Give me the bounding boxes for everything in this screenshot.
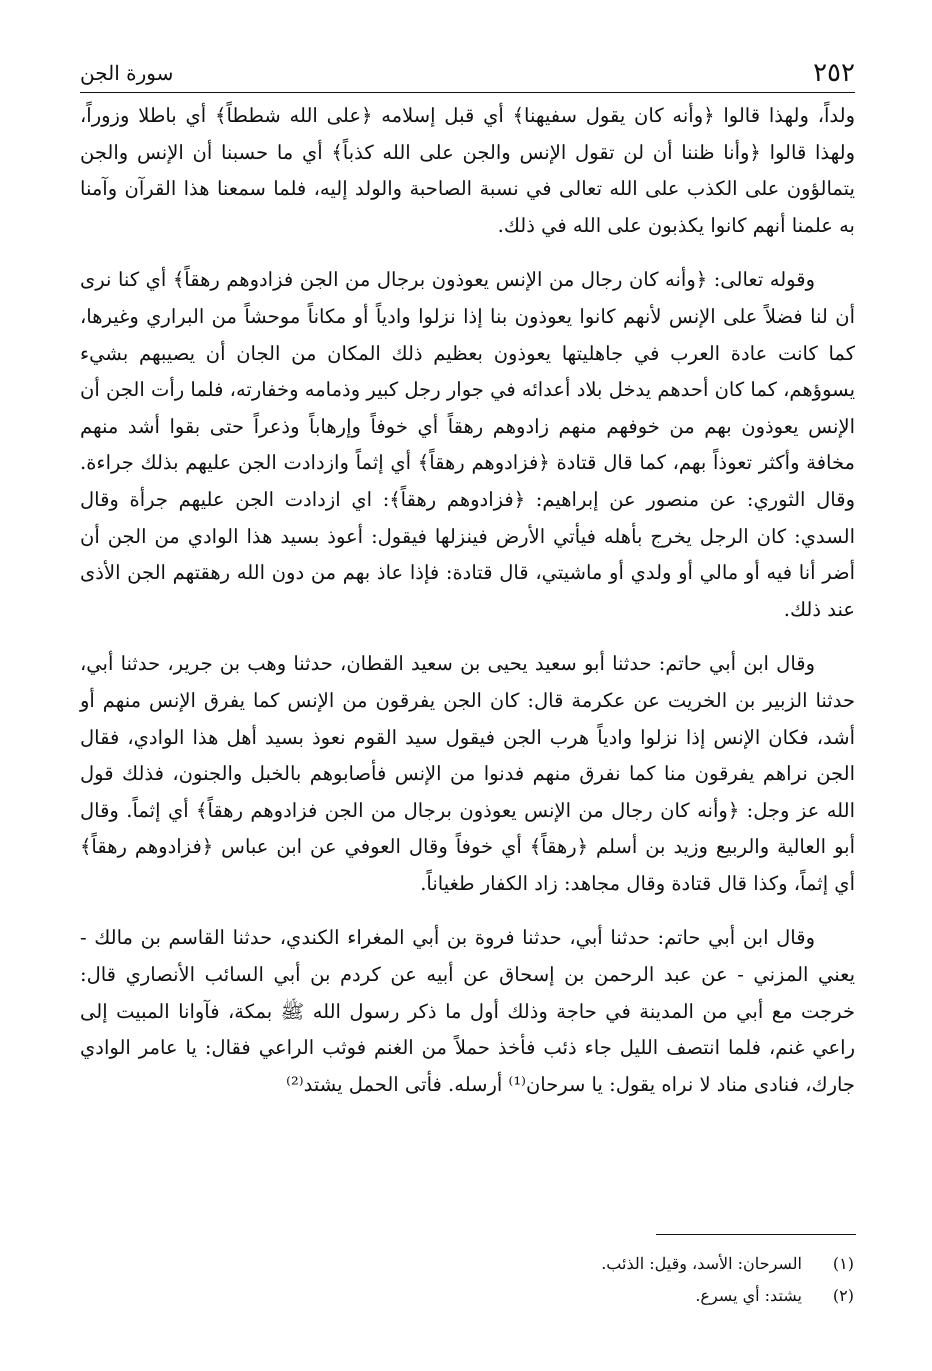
running-title: سورة الجن <box>80 61 174 85</box>
paragraph: وقال ابن أبي حاتم: حدثنا أبو سعيد يحيى بن سعيد القطان، حدثنا وهب بن جرير، حدثنا أبي، حدثنا الزبير بن الخريت عن عكرمة قال: كان الجن يفرقون من الإنس كما يفرق الإنس منهم أو أشد، فكان الإنس إذا نزلوا وادياً هرب الجن فيقول سيد القوم نعوذ بسيد أهل هذا الوادي، فقال الجن نراهم يفرقون منا كما نفرق منهم فدنوا من الإنس فأصابوهم بالخبل والجنون، فذلك قول الله عز وجل: ﴿وأنه كان رجال من الإنس يعوذون برجال من الجن فزادوهم رهقاً﴾ أي إثماً. وقال أبو العالية والربيع وزيد بن أسلم ﴿رهقاً﴾ أي خوفاً وقال العوفي عن ابن عباس ﴿فزادوهم رهقاً﴾ أي إثماً، وكذا قال قتادة وقال مجاهد: زاد الكفار طغياناً. <box>80 652 855 895</box>
footnote-number: (٢) <box>832 1286 854 1305</box>
footnote-text: السرحان: الأسد، وقيل: الذئب. <box>601 1254 802 1273</box>
footnotes <box>294 1248 854 1312</box>
page-header <box>80 52 855 93</box>
paragraph: وقال ابن أبي حاتم: حدثنا أبي، حدثنا فروة بن أبي المغراء الكندي، حدثنا القاسم بن مالك - يعني المزني - عن عبد الرحمن بن إسحاق عن أبيه عن كردم بن أبي السائب الأنصاري قال: خرجت مع أبي من المدينة في حاجة وذلك أول ما ذكر رسول الله ﷺ بمكة، فآوانا المبيت إلى راعي غنم، فلما انتصف الليل جاء ذئب فأخذ حملاً من الغنم فوثب الراعي فقال: يا عامر الوادي جارك، فنادى مناد لا نراه يقول: يا سرحان⁽¹⁾ أرسله. فأتى الحمل يشتد⁽²⁾ <box>80 926 855 1096</box>
footnote-number: (١) <box>832 1254 854 1273</box>
paragraph: وقوله تعالى: ﴿وأنه كان رجال من الإنس يعوذون برجال من الجن فزادوهم رهقاً﴾ أي كنا نرى أن لنا فضلاً على الإنس لأنهم كانوا يعوذون بنا إذا نزلوا وادياً أو مكاناً موحشاً من البراري وغيرها، كما كانت عادة العرب في جاهليتها يعوذون بعظيم ذلك المكان من الجان أن يصيبهم بشيء يسوؤهم، كما كان أحدهم يدخل بلاد أعدائه في جوار رجل كبير وذمامه وخفارته، فلما رأت الجن أن الإنس يعوذون بهم من خوفهم منهم زادوهم رهقاً أي خوفاً وإرهاباً وذعراً حتى بقوا أشد منهم مخافة وأكثر تعوذاً بهم، كما قال قتادة ﴿فزادوهم رهقاً﴾ أي إثماً وازدادت الجن عليهم بذلك جراءة. وقال الثوري: عن منصور عن إبراهيم: ﴿فزادوهم رهقاً﴾: اي ازدادت الجن عليهم جرأة وقال السدي: كان الرجل يخرج بأهله فيأتي الأرض فينزلها فيقول: أعوذ بسيد هذا الوادي من الجن أن أضر أنا فيه أو مالي أو ولدي أو ماشيتي، قال قتادة: فإذا عاذ بهم من دون الله رهقتهم الجن الأذى عند ذلك. <box>80 268 855 621</box>
paragraph: ولداً، ولهذا قالوا ﴿وأنه كان يقول سفيهنا﴾ أي قبل إسلامه ﴿على الله شططاً﴾ أي باطلا وزوراً، ولهذا قالوا ﴿وأنا ظننا أن لن تقول الإنس والجن على الله كذباً﴾ أي ما حسبنا أن الإنس والجن يتمالؤون على الكذب على الله تعالى في نسبة الصاحبة والولد إليه، فلما سمعنا هذا القرآن وآمنا به علمنا أنهم كانوا يكذبون على الله في ذلك. <box>80 104 855 237</box>
footnote <box>294 1248 854 1280</box>
footnote-text: يشتد: أي يسرع. <box>695 1286 802 1305</box>
footnote <box>294 1280 854 1312</box>
footnote-divider <box>656 1234 856 1235</box>
page-number: ٢٥٢ <box>813 58 855 88</box>
main-text <box>80 98 855 1103</box>
